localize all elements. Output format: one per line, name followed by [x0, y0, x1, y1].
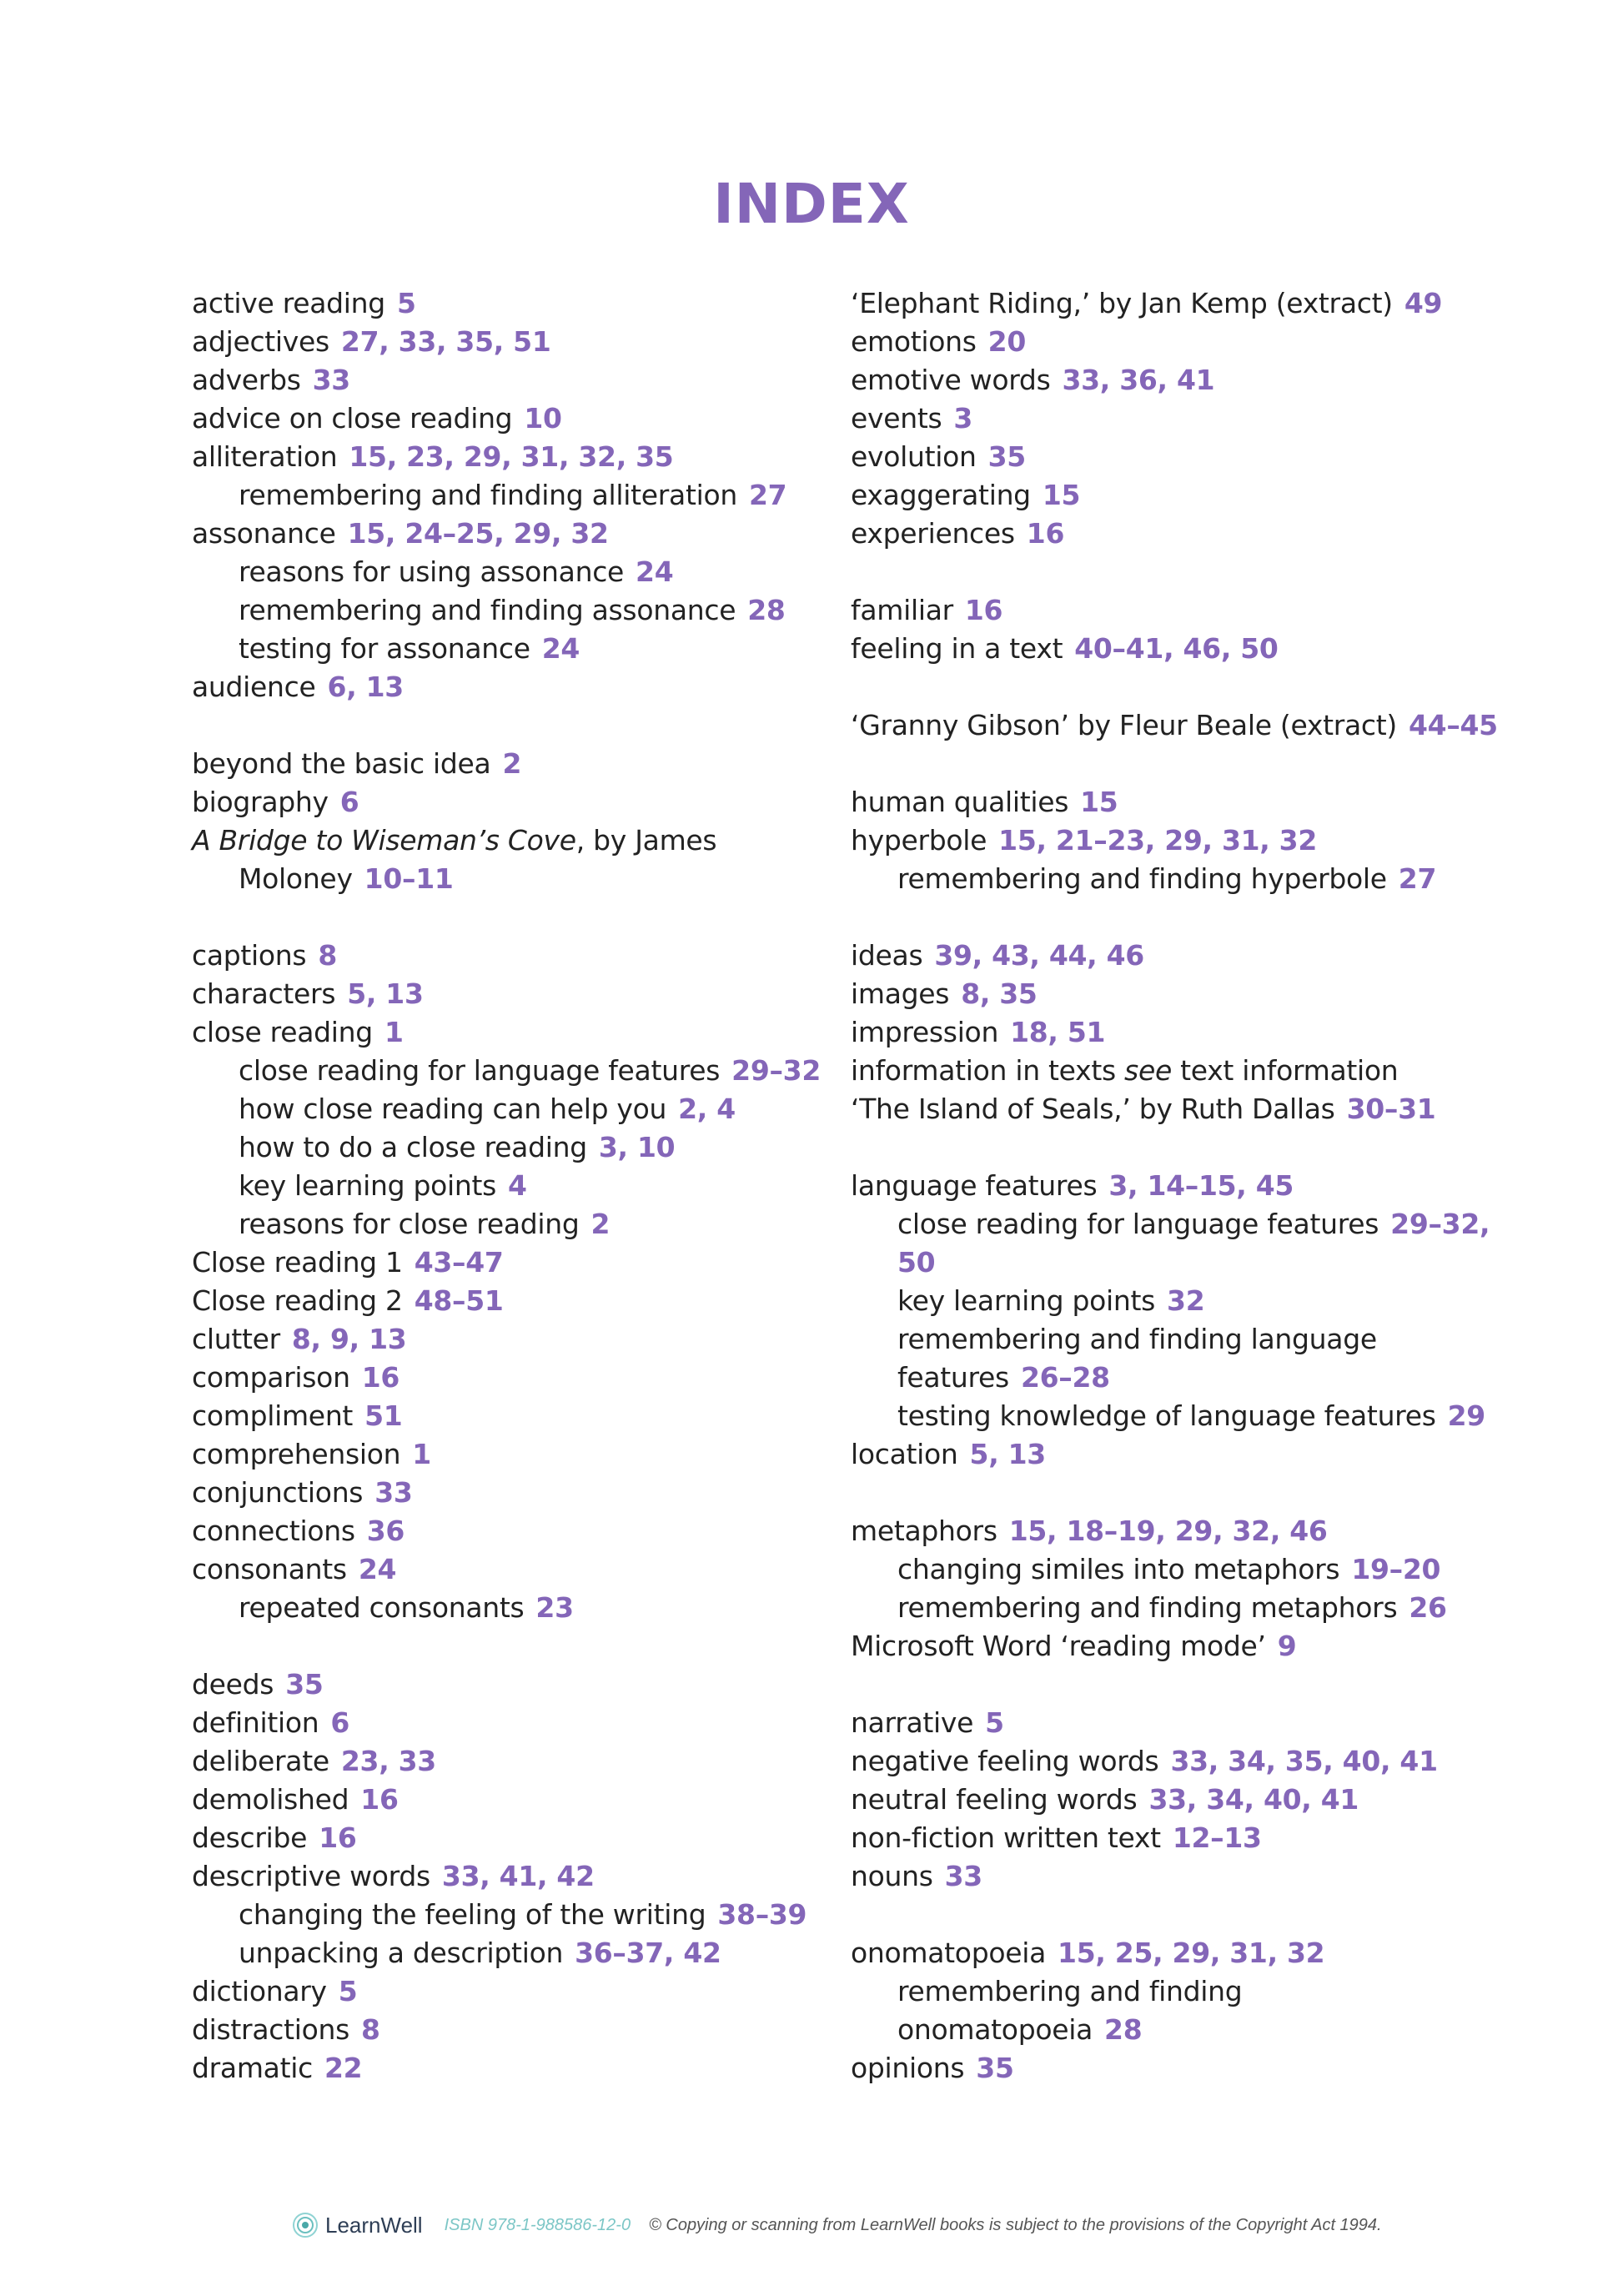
entry-term: ‘Granny Gibson’ by Fleur Beale (extract): [851, 709, 1397, 741]
entry-term: ideas: [851, 939, 923, 972]
index-subentry: [851, 1397, 1518, 1435]
index-entry: [851, 783, 1518, 821]
entry-term: demolished: [192, 1783, 349, 1816]
entry-term: events: [851, 402, 942, 435]
entry-term: close reading for language features: [897, 1208, 1379, 1240]
index-entry: [851, 284, 1518, 323]
entry-page-numbers: 2: [590, 1208, 611, 1240]
entry-term: how close reading can help you: [239, 1093, 667, 1125]
entry-term: biography: [192, 786, 329, 818]
index-entry: [851, 1090, 1518, 1128]
index-subentry: [851, 1243, 1518, 1282]
entry-term: hyperbole: [851, 824, 987, 857]
entry-page-numbers: 15, 18–19, 29, 32, 46: [1008, 1515, 1328, 1547]
entry-page-numbers: 49: [1404, 287, 1443, 319]
entry-term: negative feeling words: [851, 1745, 1159, 1777]
index-entry: [192, 1665, 842, 1704]
entry-term: alliteration: [192, 440, 338, 473]
index-spacer: [851, 898, 1518, 937]
entry-term: Close reading 1: [192, 1246, 403, 1279]
index-entry: [192, 668, 842, 706]
index-subentry: [851, 1972, 1518, 2011]
entry-page-numbers: 6: [339, 786, 359, 818]
entry-page-numbers: 39, 43, 44, 46: [934, 939, 1144, 972]
index-entry: [192, 1435, 842, 1474]
entry-term: ‘Elephant Riding,’ by Jan Kemp (extract): [851, 287, 1393, 319]
entry-page-numbers: 44–45: [1409, 709, 1498, 741]
entry-page-numbers: 5: [396, 287, 416, 319]
entry-page-numbers: 29–32,: [1390, 1208, 1490, 1240]
index-spacer: [192, 1627, 842, 1665]
entry-see-italic: see: [1124, 1054, 1172, 1087]
index-spacer: [851, 553, 1518, 591]
index-subentry: [851, 1205, 1518, 1243]
index-subentry: [851, 2011, 1518, 2049]
index-entry: [192, 438, 842, 476]
entry-term: testing knowledge of language features: [897, 1399, 1436, 1432]
index-entry: [192, 515, 842, 553]
entry-page-numbers: 3, 14–15, 45: [1108, 1169, 1294, 1202]
entry-term: changing similes into metaphors: [897, 1553, 1340, 1585]
entry-page-numbers: 33: [944, 1860, 982, 1892]
entry-term: close reading for language features: [239, 1054, 721, 1087]
index-entry: [192, 2049, 842, 2088]
entry-term: evolution: [851, 440, 977, 473]
entry-term: consonants: [192, 1553, 347, 1585]
index-subentry: [851, 1550, 1518, 1589]
entry-page-numbers: 2: [502, 747, 522, 780]
entry-term: narrative: [851, 1706, 974, 1739]
index-entry: [192, 783, 842, 821]
entry-term: emotions: [851, 325, 977, 358]
index-entry: [851, 1934, 1518, 1972]
entry-page-numbers: 6, 13: [327, 671, 404, 703]
entry-term: conjunctions: [192, 1476, 364, 1509]
entry-term: adverbs: [192, 364, 301, 396]
entry-page-numbers: 29–32: [731, 1054, 822, 1087]
entry-page-numbers: 27: [1398, 862, 1437, 895]
index-subentry: [192, 1052, 842, 1090]
entry-term: nouns: [851, 1860, 933, 1892]
entry-term: emotive words: [851, 364, 1051, 396]
entry-page-numbers: 5, 13: [969, 1438, 1046, 1470]
index-entry: [192, 1512, 842, 1550]
index-entry: [851, 323, 1518, 361]
entry-page-numbers: 32: [1167, 1284, 1205, 1317]
entry-term: features: [897, 1361, 1009, 1394]
entry-page-numbers: 18, 51: [1010, 1016, 1106, 1048]
entry-page-numbers: 33, 34, 35, 40, 41: [1170, 1745, 1438, 1777]
entry-page-numbers: 28: [1104, 2013, 1143, 2046]
index-entry: [851, 1781, 1518, 1819]
index-entry: [851, 2049, 1518, 2088]
entry-term: remembering and finding alliteration: [239, 479, 737, 511]
entry-term: images: [851, 977, 950, 1010]
entry-page-numbers: 33, 41, 42: [441, 1860, 595, 1892]
index-spacer: [851, 1128, 1518, 1167]
index-subentry: [192, 1934, 842, 1972]
entry-term: clutter: [192, 1323, 280, 1355]
entry-page-numbers: 16: [361, 1361, 400, 1394]
index-entry: [192, 1550, 842, 1589]
entry-page-numbers: 19–20: [1351, 1553, 1441, 1585]
entry-page-numbers: 15: [1042, 479, 1081, 511]
index-entry: [192, 1781, 842, 1819]
entry-page-numbers: 33, 34, 40, 41: [1148, 1783, 1359, 1816]
index-subentry: [851, 1589, 1518, 1627]
entry-term: familiar: [851, 594, 953, 626]
index-entry: [851, 1857, 1518, 1896]
index-entry: [851, 591, 1518, 630]
entry-page-numbers: 33: [312, 364, 350, 396]
index-entry: [192, 399, 842, 438]
index-entry: [851, 1512, 1518, 1550]
index-entry: [851, 1167, 1518, 1205]
index-spacer: [851, 745, 1518, 783]
index-spacer: [851, 1474, 1518, 1512]
entry-page-numbers: 1: [412, 1438, 431, 1470]
entry-page-numbers: 8, 35: [961, 977, 1038, 1010]
index-entry: [192, 937, 842, 975]
entry-page-numbers: 20: [987, 325, 1026, 358]
index-entry: [851, 630, 1518, 668]
index-entry: [192, 975, 842, 1013]
index-spacer: [192, 706, 842, 745]
entry-term: changing the feeling of the writing: [239, 1898, 706, 1931]
entry-page-numbers: 1: [384, 1016, 404, 1048]
index-entry: [192, 1397, 842, 1435]
entry-page-numbers: 36: [366, 1515, 405, 1547]
entry-term: remembering and finding hyperbole: [897, 862, 1387, 895]
entry-page-numbers: 26–28: [1020, 1361, 1110, 1394]
index-entry: [192, 1819, 842, 1857]
entry-term: Close reading 2: [192, 1284, 403, 1317]
entry-page-numbers: 48–51: [414, 1284, 504, 1317]
entry-page-numbers: 22: [324, 2052, 363, 2084]
index-subentry: [851, 1282, 1518, 1320]
index-entry: [851, 399, 1518, 438]
index-entry: [851, 438, 1518, 476]
index-entry: [192, 1013, 842, 1052]
index-entry: [851, 1627, 1518, 1665]
brand-name: LearnWell: [325, 2212, 423, 2238]
entry-term: key learning points: [239, 1169, 497, 1202]
index-subentry: [192, 630, 842, 668]
copyright-notice: © Copying or scanning from LearnWell books is subject to the provisions of the Copyright Act 1994.: [649, 2215, 1382, 2234]
entry-page-numbers: 16: [319, 1821, 357, 1854]
entry-term: deliberate: [192, 1745, 329, 1777]
index-entry: [192, 1359, 842, 1397]
index-subentry: [851, 1320, 1518, 1359]
index-entry: [851, 361, 1518, 399]
entry-page-numbers: 30–31: [1346, 1093, 1436, 1125]
entry-page-numbers: 29: [1447, 1399, 1485, 1432]
entry-term: feeling in a text: [851, 632, 1063, 665]
entry-term: neutral feeling words: [851, 1783, 1138, 1816]
index-subentry: [851, 860, 1518, 898]
entry-term: non-fiction written text: [851, 1821, 1161, 1854]
entry-term: onomatopoeia: [897, 2013, 1093, 2046]
entry-page-numbers: 15, 24–25, 29, 32: [347, 517, 609, 550]
entry-term: characters: [192, 977, 336, 1010]
index-entry: [192, 1704, 842, 1742]
entry-page-numbers: 6: [330, 1706, 350, 1739]
entry-page-numbers: 10–11: [364, 862, 454, 895]
entry-page-numbers: 23: [535, 1591, 574, 1624]
index-subentry: [192, 553, 842, 591]
index-entry: [851, 1742, 1518, 1781]
entry-term: describe: [192, 1821, 308, 1854]
entry-term: dramatic: [192, 2052, 313, 2084]
entry-page-numbers: 23, 33: [340, 1745, 436, 1777]
entry-page-numbers: 27, 33, 35, 51: [340, 325, 551, 358]
entry-page-numbers: 5, 13: [347, 977, 424, 1010]
index-subentry: [851, 1359, 1518, 1397]
index-subentry: [192, 1128, 842, 1167]
index-entry: [192, 1857, 842, 1896]
entry-term: active reading: [192, 287, 385, 319]
index-spacer: [192, 898, 842, 937]
entry-term: remembering and finding metaphors: [897, 1591, 1398, 1624]
entry-page-numbers: 38–39: [717, 1898, 807, 1931]
index-entry: [192, 1243, 842, 1282]
entry-term: exaggerating: [851, 479, 1031, 511]
entry-term: close reading: [192, 1016, 373, 1048]
entry-page-numbers: 40–41, 46, 50: [1074, 632, 1279, 665]
entry-term: advice on close reading: [192, 402, 513, 435]
page-title: INDEX: [713, 172, 910, 236]
index-subentry: [192, 591, 842, 630]
entry-term: opinions: [851, 2052, 965, 2084]
index-subentry: [192, 476, 842, 515]
index-entry: [192, 745, 842, 783]
entry-page-numbers: 24: [636, 555, 674, 588]
entry-term: reasons for close reading: [239, 1208, 580, 1240]
index-entry: [192, 1474, 842, 1512]
entry-term: how to do a close reading: [239, 1131, 587, 1163]
entry-term: remembering and finding assonance: [239, 594, 736, 626]
entry-page-numbers: 2, 4: [678, 1093, 736, 1125]
entry-term: remembering and finding language: [897, 1323, 1377, 1355]
entry-term: definition: [192, 1706, 319, 1739]
entry-see-target: text information: [1171, 1054, 1399, 1087]
index-subentry: [192, 1589, 842, 1627]
index-entry: [851, 515, 1518, 553]
entry-page-numbers: 26: [1409, 1591, 1447, 1624]
entry-page-numbers: 24: [358, 1553, 397, 1585]
index-subentry: [192, 860, 842, 898]
entry-term: , by James: [575, 824, 717, 857]
isbn: ISBN 978-1-988586-12-0: [444, 2215, 631, 2234]
entry-page-numbers: 16: [1026, 517, 1065, 550]
index-entry: [192, 361, 842, 399]
entry-page-numbers: 33, 36, 41: [1062, 364, 1215, 396]
entry-term: ‘The Island of Seals,’ by Ruth Dallas: [851, 1093, 1335, 1125]
index-entry: [851, 821, 1518, 860]
entry-page-numbers: 5: [985, 1706, 1004, 1739]
index-entry: [192, 1282, 842, 1320]
entry-page-numbers: 4: [508, 1169, 527, 1202]
entry-term: deeds: [192, 1668, 274, 1701]
entry-term: onomatopoeia: [851, 1937, 1047, 1969]
entry-page-numbers: 12–13: [1172, 1821, 1262, 1854]
entry-term: unpacking a description: [239, 1937, 564, 1969]
entry-title-italic: A Bridge to Wiseman’s Cove: [192, 824, 576, 857]
entry-page-numbers: 3: [953, 402, 973, 435]
entry-term: audience: [192, 671, 316, 703]
index-column-right: [851, 284, 1518, 2088]
index-entry: [192, 2011, 842, 2049]
entry-term: metaphors: [851, 1515, 997, 1547]
index-entry: [192, 323, 842, 361]
entry-page-numbers: 35: [987, 440, 1026, 473]
index-spacer: [851, 668, 1518, 706]
entry-page-numbers: 35: [976, 2052, 1014, 2084]
entry-page-numbers: 50: [897, 1246, 936, 1279]
entry-term: testing for assonance: [239, 632, 530, 665]
index-subentry: [192, 1090, 842, 1128]
entry-page-numbers: 16: [360, 1783, 399, 1816]
entry-page-numbers: 16: [964, 594, 1003, 626]
index-subentry: [192, 1205, 842, 1243]
index-entry: [192, 1972, 842, 2011]
entry-page-numbers: 51: [364, 1399, 403, 1432]
entry-term: experiences: [851, 517, 1015, 550]
index-spacer: [851, 1665, 1518, 1704]
entry-page-numbers: 9: [1277, 1630, 1297, 1662]
entry-page-numbers: 3, 10: [598, 1131, 676, 1163]
entry-term: language features: [851, 1169, 1098, 1202]
entry-page-numbers: 15, 21–23, 29, 31, 32: [998, 824, 1318, 857]
entry-term: beyond the basic idea: [192, 747, 491, 780]
entry-term: compliment: [192, 1399, 354, 1432]
index-spacer: [851, 1896, 1518, 1934]
entry-term: human qualities: [851, 786, 1069, 818]
entry-term: information in texts: [851, 1054, 1125, 1087]
entry-term: descriptive words: [192, 1860, 430, 1892]
entry-term: location: [851, 1438, 958, 1470]
index-entry: [851, 1013, 1518, 1052]
entry-term: distractions: [192, 2013, 349, 2046]
index-entry: [192, 284, 842, 323]
entry-page-numbers: 28: [747, 594, 786, 626]
entry-page-numbers: 8: [361, 2013, 380, 2046]
entry-page-numbers: 8, 9, 13: [291, 1323, 407, 1355]
entry-page-numbers: 36–37, 42: [575, 1937, 721, 1969]
index-entry: [851, 706, 1518, 745]
entry-term: repeated consonants: [239, 1591, 525, 1624]
index-entry: [851, 1052, 1518, 1090]
entry-term: dictionary: [192, 1975, 327, 2007]
index-subentry: [192, 1896, 842, 1934]
entry-term: comparison: [192, 1361, 350, 1394]
index-entry: [192, 1320, 842, 1359]
entry-term: Moloney: [239, 862, 353, 895]
entry-term: Microsoft Word ‘reading mode’: [851, 1630, 1266, 1662]
index-entry: [851, 1435, 1518, 1474]
entry-term: captions: [192, 939, 307, 972]
footer: [292, 2208, 1543, 2242]
index-entry: [851, 937, 1518, 975]
learnwell-swirl-icon: [292, 2212, 319, 2238]
entry-page-numbers: 35: [285, 1668, 324, 1701]
entry-term: comprehension: [192, 1438, 401, 1470]
index-entry: [192, 1742, 842, 1781]
index-entry: [851, 1819, 1518, 1857]
entry-page-numbers: 24: [541, 632, 580, 665]
entry-page-numbers: 27: [749, 479, 787, 511]
entry-page-numbers: 15, 25, 29, 31, 32: [1058, 1937, 1325, 1969]
entry-term: key learning points: [897, 1284, 1156, 1317]
index-column-left: [192, 284, 842, 2088]
entry-page-numbers: 5: [338, 1975, 358, 2007]
entry-page-numbers: 43–47: [414, 1246, 504, 1279]
entry-term: impression: [851, 1016, 999, 1048]
entry-term: reasons for using assonance: [239, 555, 625, 588]
index-entry: [851, 1704, 1518, 1742]
entry-page-numbers: 15: [1080, 786, 1118, 818]
entry-page-numbers: 8: [318, 939, 337, 972]
index-entry: [851, 975, 1518, 1013]
entry-term: connections: [192, 1515, 355, 1547]
entry-term: remembering and finding: [897, 1975, 1243, 2007]
index-entry: [851, 476, 1518, 515]
entry-page-numbers: 15, 23, 29, 31, 32, 35: [349, 440, 674, 473]
index-subentry: [192, 1167, 842, 1205]
entry-term: adjectives: [192, 325, 329, 358]
entry-page-numbers: 10: [524, 402, 562, 435]
entry-term: assonance: [192, 517, 336, 550]
entry-page-numbers: 33: [374, 1476, 413, 1509]
index-entry: [192, 821, 842, 860]
